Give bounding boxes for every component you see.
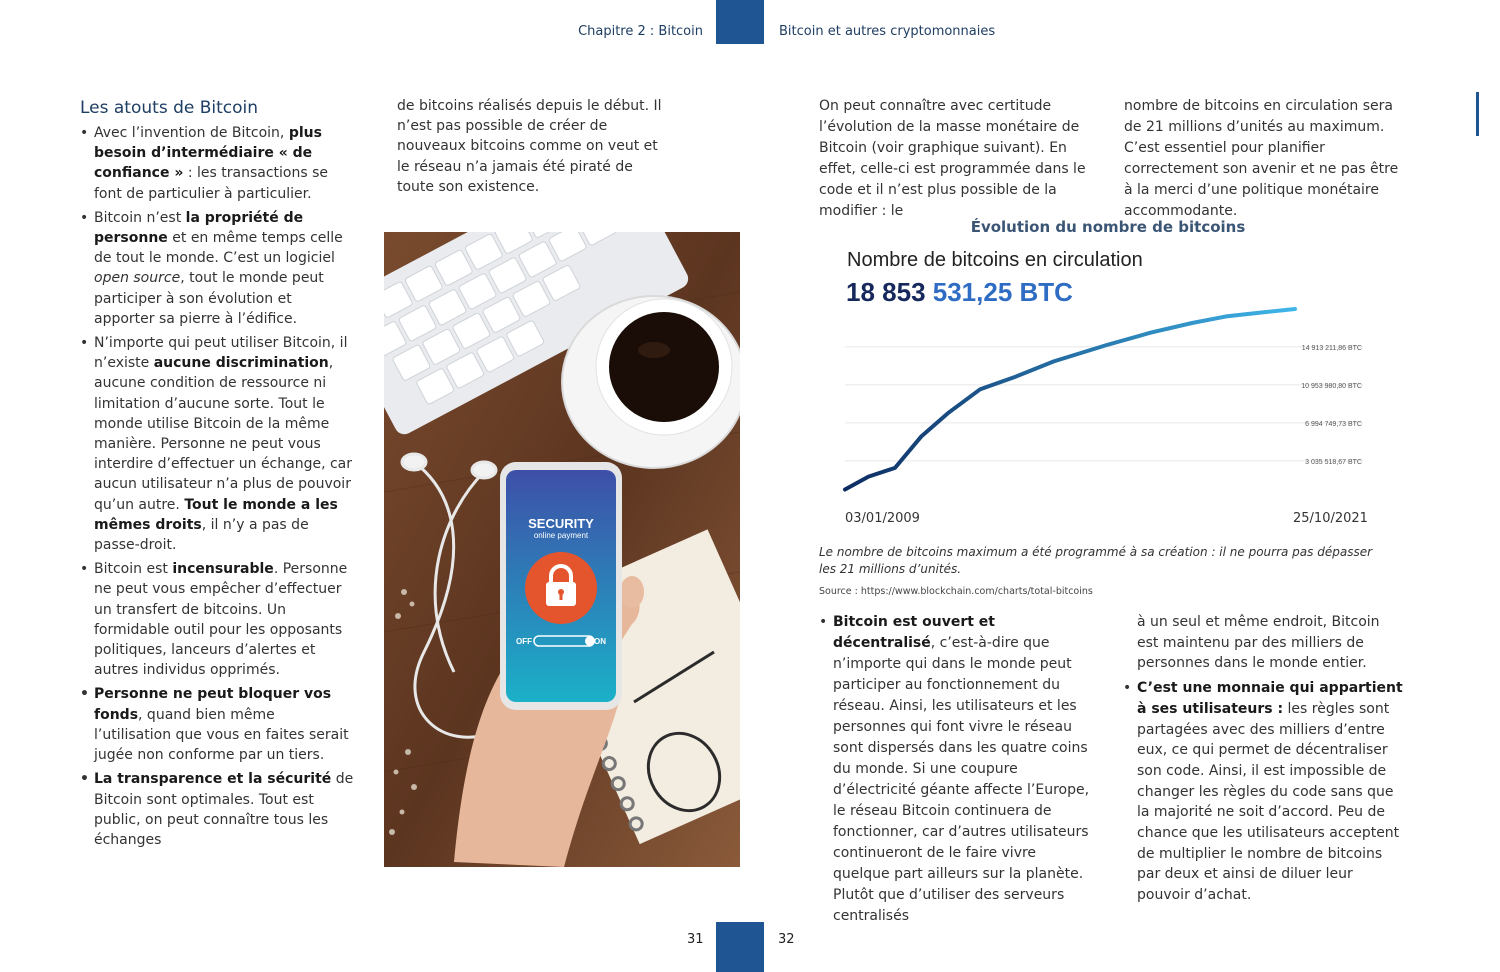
- edge-marker: [1476, 92, 1479, 136]
- coffee-cup: [562, 296, 740, 468]
- bullet-text-run: La transparence et la sécurité: [94, 771, 332, 788]
- footer-center-tab: [716, 922, 764, 972]
- bullet-text-run: , il n’y a pas de passe-droit.: [94, 516, 309, 554]
- bullet-text-run: la propriété de personne: [94, 209, 304, 247]
- bullet-text-run: Bitcoin est: [94, 561, 173, 578]
- bullet-text-run: , aucune condition de ressource ni limitation d’aucune sorte. Tout le monde utilise Bitcoin de la même manière. Personne ne peut vous interdire d’effectuer un échange, car aucun utilisateur n’a plus de pouvoir qu’un autre.: [94, 355, 353, 513]
- left-column-2-text: de bitcoins réalisés depuis le début. Il n’est pas possible de créer de nouveaux bitcoins comme on veut et le réseau n’a jamais été piraté de toute son existence.: [397, 98, 662, 195]
- running-header-left: Chapitre 2 : Bitcoin: [578, 24, 703, 39]
- bullet-text-run: les règles sont partagées avec des milliers d’entre eux, ce qui permet de décentraliser son code. Ainsi, il est impossible de changer les règles du code sans que la majorité ne soit d’accord. Peu de chance que les utilisateurs acceptent de multiplier le nombre de bitcoins par deux et ainsi de diluer leur pouvoir d’achat.: [1137, 700, 1400, 904]
- headline-value-part2: 531,25 BTC: [925, 277, 1073, 307]
- y-tick-label: 6 994 749,73 BTC: [1305, 420, 1362, 428]
- bitcoin-supply-chart: [819, 300, 1397, 510]
- advantage-item: [80, 769, 356, 850]
- security-photo: [384, 232, 740, 867]
- y-tick-label: 10 953 980,80 BTC: [1301, 382, 1362, 390]
- advantage-item: [80, 333, 356, 555]
- bullet-text-run: N’importe qui peut utiliser Bitcoin, il n’existe: [94, 335, 348, 372]
- bullet-text-run: Bitcoin n’est: [94, 209, 186, 226]
- photo-illustration: [384, 232, 740, 867]
- bullet-text-run: plus besoin d’intermédiaire « de confiance »: [94, 125, 322, 182]
- chart-caption: Le nombre de bitcoins maximum a été programmé à sa création : il ne pourra pas dépasser les 21 millions d’unités.: [819, 545, 1373, 576]
- advantages-list: [80, 123, 356, 850]
- toggle-off-label: OFF: [516, 637, 532, 646]
- smartphone: [500, 462, 622, 710]
- bullet-text-run: , tout le monde peut participer à son évolution et apporter sa pierre à l’édifice.: [94, 270, 324, 327]
- supply-line: [845, 309, 1295, 490]
- bullet-text-run: open source: [94, 270, 181, 287]
- bullet-text-run: , c’est-à-dire que n’importe qui dans le monde peut participer au fonctionnement du réseau. Ainsi, les utilisateurs et les personnes qui font vivre le réseau sont dispersés dans les quatre coins du monde. Si une coupure d’électricité géante affecte l’Europe, le réseau Bitcoin continuera de fonctionner, car d’autres utilisateurs continueront de le faire vivre quelque part ailleurs sur la planète. Plutôt que d’utiliser des serveurs centralisés: [833, 635, 1090, 924]
- header-center-tab: [716, 0, 764, 44]
- right-intro-col1: On peut connaître avec certitude l’évolution de la masse monétaire de Bitcoin (voir graphique suivant). En effet, celle-ci est programmée dans le code et il n’est plus possible de la modifier : le: [819, 98, 1086, 219]
- advantage-item: [80, 208, 356, 329]
- advantage-item: [80, 559, 356, 680]
- right-bottom-col1: [819, 612, 1091, 931]
- running-header-right: Bitcoin et autres cryptomonnaies: [779, 24, 996, 39]
- left-column-1: [80, 123, 356, 854]
- chart-title: Évolution du nombre de bitcoins: [970, 218, 1246, 236]
- advantage-item: [80, 123, 356, 204]
- bullet-text-run: de Bitcoin sont optimales. Tout est public, on peut connaître tous les échanges: [94, 771, 354, 848]
- toggle-on-label: ON: [594, 637, 606, 646]
- x-label-start: 03/01/2009: [845, 511, 920, 526]
- headline-value-part1: 18 853: [846, 277, 926, 307]
- y-tick-label: 14 913 211,86 BTC: [1301, 344, 1362, 352]
- bullet-text-run: C’est une monnaie qui appartient à ses utilisateurs :: [1137, 680, 1403, 717]
- bullet-text-run: et en même temps celle de tout le monde. C’est un logiciel: [94, 230, 343, 267]
- page-number-left: 31: [687, 932, 704, 947]
- chart-subtitle: Nombre de bitcoins en circulation: [847, 249, 1143, 271]
- bullet-text-run: : les transactions se font de particulier à particulier.: [94, 165, 328, 202]
- bullet-text-run: incensurable: [172, 561, 274, 578]
- decentralization-item: [819, 612, 1091, 927]
- decentralization-list: [819, 612, 1091, 927]
- right-intro-col2: nombre de bitcoins en circulation sera de 21 millions d’unités au maximum. C’est essentiel pour planifier correctement son avenir et ne pas être à la merci d’une politique monétaire accommodante.: [1124, 98, 1399, 219]
- ownership-item: [1123, 678, 1403, 906]
- page-number-right: 32: [778, 932, 795, 947]
- chart-source: Source : https://www.blockchain.com/charts/total-bitcoins: [819, 586, 1093, 597]
- phone-security-title: SECURITY: [528, 516, 594, 531]
- advantage-item: [80, 684, 356, 765]
- phone-security-subtitle: online payment: [533, 531, 589, 540]
- bullet-text-run: , quand bien même l’utilisation que vous en faites serait jugée non conforme par un tiers.: [94, 706, 349, 764]
- x-label-end: 25/10/2021: [1293, 511, 1368, 526]
- bullet-text-run: Bitcoin est ouvert et décentralisé: [833, 614, 995, 651]
- bullet-text-run: Personne ne peut bloquer vos fonds: [94, 686, 332, 723]
- bullet-text-run: . Personne ne peut vous empêcher d’effectuer un transfert de bitcoins. Un formidable outil pour les opposants politiques, lanceurs d’alertes et autres individus opprimés.: [94, 561, 348, 679]
- y-tick-label: 3 035 518,67 BTC: [1305, 458, 1362, 466]
- ownership-list: [1123, 678, 1403, 906]
- bullet-text-run: Avec l’invention de Bitcoin,: [94, 125, 289, 141]
- bullet-text-run: aucune discrimination: [153, 355, 329, 372]
- section-title: Les atouts de Bitcoin: [80, 98, 259, 118]
- bullet-text-run: Tout le monde a les mêmes droits: [94, 496, 338, 533]
- right-bottom-col2: [1123, 612, 1403, 910]
- col2-lead-text: à un seul et même endroit, Bitcoin est maintenu par des milliers de personnes dans le monde entier.: [1137, 614, 1380, 672]
